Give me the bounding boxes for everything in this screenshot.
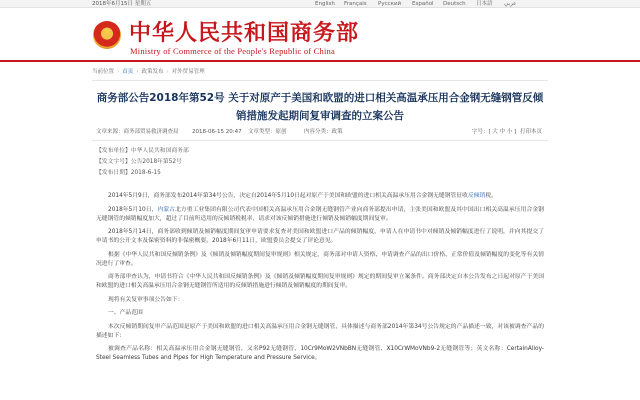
lang-russian-link[interactable]: Русский <box>378 1 402 7</box>
anti-dumping-link[interactable]: 反倾销 <box>467 193 486 199</box>
article-type: 文章类型：原创 <box>248 129 287 135</box>
article-title: 商务部公告2018年第52号 关于对原产于美国和欧盟的进口相关高温承压用合金钢无缝钢管反倾销措施发起期间复审调查的立案公告 <box>96 92 544 122</box>
breadcrumb-label: 当前位置 <box>92 69 115 75</box>
paragraph-3: 2018年5月14日，商务部收到倾销及倾销幅度期间复审申请要求复查对美国和欧盟进口产品的倾销幅度，申请人在申请书中对倾销及倾销幅度进行了说明，并向其提交了申请书的公开文本及保密资料的非保密概要。2018年6月11日，欧盟委员会提交了评论意见。 <box>96 229 544 244</box>
publish-date: 【发布日期】2018-6-15 <box>96 170 161 176</box>
section-heading-product-scope: 一、产品范围 <box>108 310 143 316</box>
top-utility-bar <box>0 0 640 8</box>
paragraph-4: 根据《中华人民共和国反倾销条例》及《倾销及倾销幅度期间复审规则》相关规定，商务部对申请人资格、申请调查产品的出口价格、正常价值及倾销幅度的变化等有关情况进行了审查。 <box>96 251 544 267</box>
document-number: 【发文字号】公告2018年第52号 <box>96 159 182 165</box>
lang-spanish-link[interactable]: Español <box>412 1 434 7</box>
paragraph-8: 本次反倾销期间复审产品范围是原产于美国和欧盟的进口相关高温承压用合金钢无缝钢管，具体描述与商务部2014年第34号公告规定的产品描述一致，对该被调查产品的描述如下： <box>96 323 544 339</box>
site-subtitle: Ministry of Commerce of the People's Republic of China <box>130 46 335 56</box>
inner-mongolia-link[interactable]: 内蒙古 <box>157 206 176 213</box>
paragraph-5: 商务部审查认为，申请书符合《中华人民共和国反倾销条例》及《倾销及倾销幅度期间复审规则》规定的期间复审立案条件。商务部决定自本公告发布之日起对原产于美国和欧盟的进口相关高温承压用合金钢无缝钢管所适用的反倾销措施进行倾销及倾销幅度的期间复审。 <box>96 274 544 289</box>
lang-japanese-link[interactable]: 日本語 <box>476 1 493 7</box>
site-header <box>0 8 640 60</box>
breadcrumb-trade-link[interactable]: 对外贸易管理 <box>171 69 205 75</box>
lang-english-link[interactable]: English <box>315 1 335 7</box>
article-body <box>96 192 544 368</box>
lang-arabic-link[interactable]: عربي <box>504 1 517 7</box>
font-size-switcher[interactable]: 字号：[ 大 中 小 ] <box>472 129 517 135</box>
breadcrumb-divider <box>92 80 548 81</box>
article-meta-bar <box>92 128 548 136</box>
paragraph-6: 现将有关复审事项公告如下： <box>108 296 184 303</box>
print-page-button[interactable]: 打印本页 <box>520 129 543 135</box>
article-source: 文章来源：商务部贸易救济调查局 <box>96 129 179 135</box>
article-category: 内容分类：政策 <box>304 129 343 135</box>
lang-german-link[interactable]: Deutsch <box>443 1 466 7</box>
paragraph-1: 2014年5月9日，商务部发布2014年第34号公告，决定自2014年5月10日起对原产于美国和欧盟的进口相关高温承压用合金钢无缝钢管征收反倾销税。 <box>108 193 497 199</box>
meta-divider <box>92 140 548 141</box>
breadcrumb-separator: › <box>166 69 169 75</box>
header-divider <box>0 60 640 62</box>
breadcrumb <box>92 69 205 76</box>
emblem-stars: ★ <box>102 27 112 37</box>
national-emblem-icon[interactable] <box>93 21 121 49</box>
site-title[interactable]: 中华人民共和国商务部 <box>129 20 360 46</box>
breadcrumb-separator: › <box>117 69 120 75</box>
breadcrumb-separator: › <box>136 69 139 75</box>
publisher-info: 【发布单位】中华人民共和国商务部 <box>96 148 189 154</box>
paragraph-2: 2018年5月10日，内蒙古北方重工业集团有限公司代表中国相关高温承压用合金钢无缝钢管产业向商务部提出申请，主张美国和欧盟及其中国出口相关高温承压用合金钢无缝钢管的倾销幅度加大，超过了目前所适用的反倾销税税率，请求对该反倾销措施进行倾销及倾销幅度期间复审。 <box>96 206 544 222</box>
breadcrumb-home-link[interactable]: 首页 <box>122 69 134 75</box>
paragraph-9: 被调查产品名称：相关高温承压用合金钢无缝钢管，又名P92无缝钢管、10Cr9MoW2VNbBN无缝钢管、X10CrWMoVNb9-2无缝钢管等；英文名称：CertainAlloy-Steel Seamless Tubes and Pipes for High Temperature and Pressure Service。 <box>96 346 544 361</box>
current-date: 2018年6月15日 星期五 <box>92 1 152 7</box>
lang-french-link[interactable]: Français <box>344 1 367 7</box>
article-datetime: 2018-06-15 20:47 <box>192 129 242 135</box>
breadcrumb-policy-link[interactable]: 政策发布 <box>141 69 164 75</box>
